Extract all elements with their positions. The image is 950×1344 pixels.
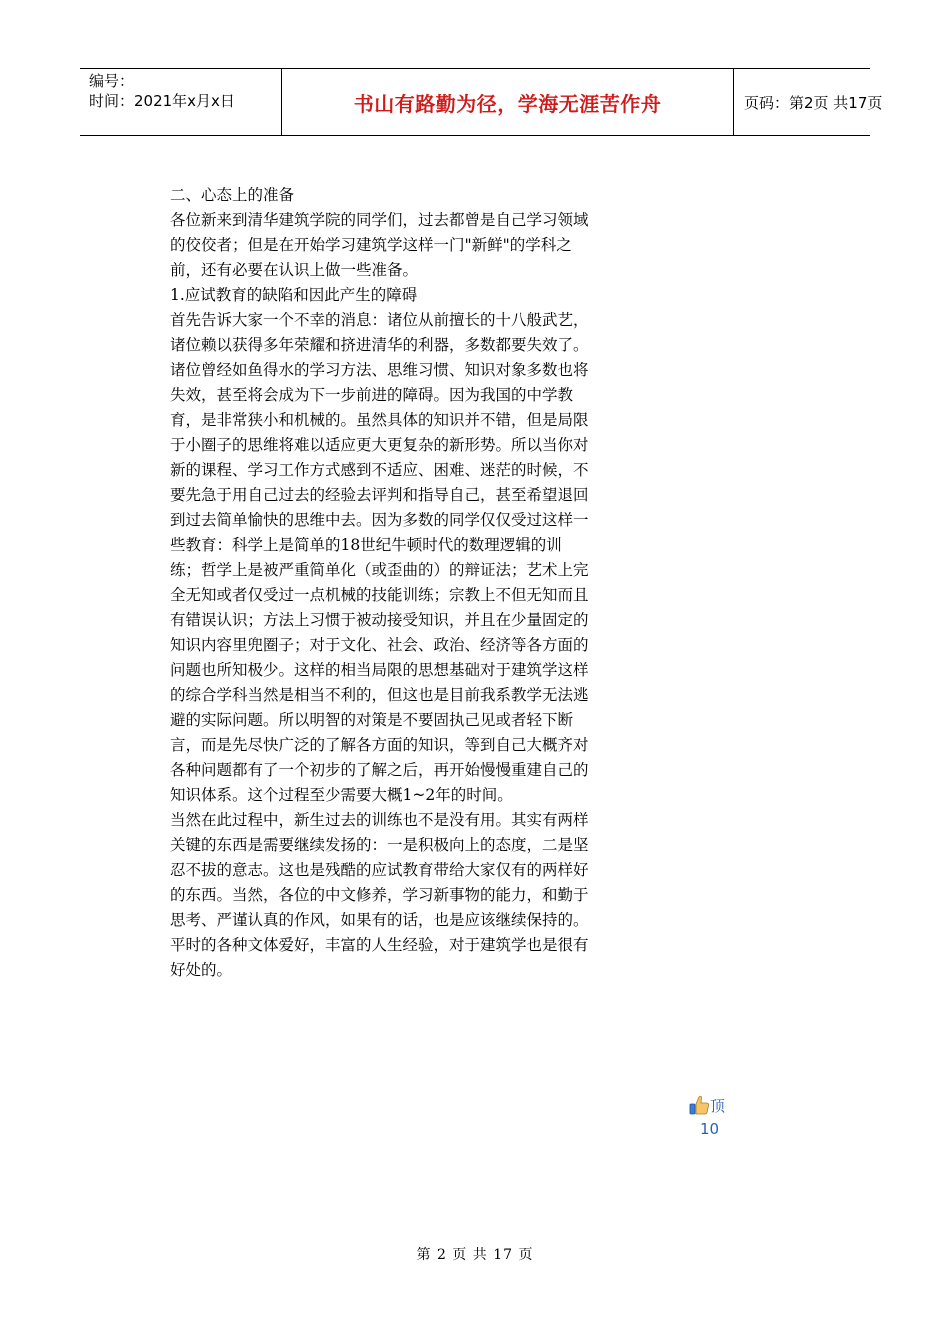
doc-date: 时间：2021年x月x日: [89, 92, 235, 110]
like-count: 10: [700, 1120, 720, 1138]
document-body: [170, 183, 590, 983]
like-widget[interactable]: [688, 1094, 738, 1138]
intro-paragraph: 各位新来到清华建筑学院的同学们，过去都曾是自己学习领域的佼佼者；但是在开始学习建筑学这样一门"新鲜"的学科之前，还有必要在认识上做一些准备。: [170, 211, 589, 279]
header-page-info: 页码：第2页 共17页: [744, 93, 883, 112]
page-header: [80, 68, 883, 136]
subsection-title: 1.应试教育的缺陷和因此产生的障碍: [170, 286, 418, 304]
page-footer: 第 2 页 共 17 页: [416, 1247, 534, 1263]
thumbs-up-icon[interactable]: [688, 1094, 710, 1116]
body-paragraph-2: 当然在此过程中，新生过去的训练也不是没有用。其实有两样关键的东西是需要继续发扬的：一是积极向上的态度，二是坚忍不拔的意志。这也是残酷的应试教育带给大家仅有的两样好的东西。当然，各位的中文修养，学习新事物的能力，和勤于思考、严谨认真的作风，如果有的话，也是应该继续保持的。平时的各种文体爱好，丰富的人生经验，对于建筑学也是很有好处的。: [170, 811, 589, 979]
header-motto: 书山有路勤为径，学海无涯苦作舟: [282, 69, 734, 135]
body-paragraph-1: 首先告诉大家一个不幸的消息：诸位从前擅长的十八般武艺，诸位赖以获得多年荣耀和挤进清华的利器，多数都要失效了。诸位曾经如鱼得水的学习方法、思维习惯、知识对象多数也将失效，甚至将会成为下一步前进的障碍。因为我国的中学教育，是非常狭小和机械的。虽然具体的知识并不错，但是局限于小圈子的思维将难以适应更大更复杂的新形势。所以当你对新的课程、学习工作方式感到不适应、困难、迷茫的时候，不要先急于用自己过去的经验去评判和指导自己，甚至希望退回到过去简单愉快的思维中去。因为多数的同学仅仅受过这样一些教育：科学上是简单的18世纪牛顿时代的数理逻辑的训练；哲学上是被严重简单化（或歪曲的）的辩证法；艺术上完全无知或者仅受过一点机械的技能训练；宗教上不但无知而且有错误认识；方法上习惯于被动接受知识，并且在少量固定的知识内容里兜圈子；对于文化、社会、政治、经济等各方面的问题也所知极少。这样的相当局限的思想基础对于建筑学这样的综合学科当然是相当不利的，但这也是目前我系教学无法逃避的实际问题。所以明智的对策是不要固执己见或者轻下断言，而是先尽快广泛的了解各方面的知识，等到自己大概齐对各种问题都有了一个初步的了解之后，再开始慢慢重建自己的知识体系。这个过程至少需要大概1~2年的时间。: [170, 311, 589, 804]
section-title: 二、心态上的准备: [170, 186, 295, 204]
doc-number-label: 编号：: [89, 72, 135, 90]
like-label[interactable]: 顶: [710, 1096, 726, 1115]
header-meta: [80, 69, 282, 135]
